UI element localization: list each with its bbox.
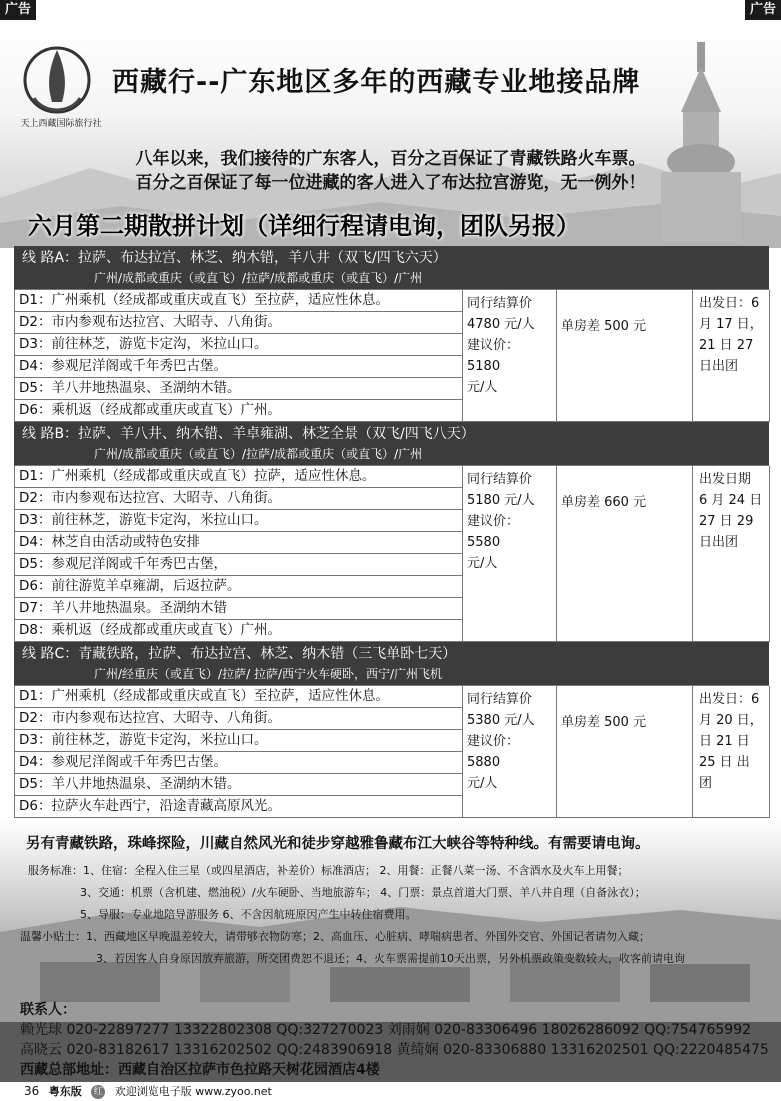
price-cell [463, 686, 557, 818]
day-item: D2：市内参观布达拉宫、大昭寺、八角街。 [15, 312, 462, 334]
departure-cell [693, 686, 770, 818]
departure-cell-line: 月 20 日， [699, 713, 763, 728]
service-notes [10, 860, 770, 970]
edition-label: 粤东版 [48, 1085, 82, 1098]
day-item: D6：乘机返（经成都或重庆或直飞）广州。 [15, 400, 462, 422]
day-item: D3：前往林芝，游览卡定沟，米拉山口。 [15, 334, 462, 356]
contact-row: 高晓云 020-83182617 13316202502 QQ:2483906918 黄绮娴 020-83306880 13316202501 QQ:2220485475 [20, 1042, 769, 1058]
day-item: D3：前往林芝，游览卡定沟，米拉山口。 [15, 510, 462, 532]
logo-name: 天上西藏国际旅行社 [20, 119, 102, 129]
price-cell-line: 同行结算价 [467, 692, 533, 707]
day-item: D1：广州乘机（经成都或重庆或直飞）至拉萨，适应性休息。 [15, 686, 462, 708]
route-transport: 广州/成都或重庆（或直飞）/拉萨/成都或重庆（或直飞）/广州 [94, 271, 423, 285]
price-cell-line: 元/人 [467, 776, 498, 791]
price-cell-line: 4780 元/人 [467, 317, 535, 332]
route-header [14, 246, 769, 289]
contacts-label: 联系人： [20, 1002, 76, 1018]
route-header [14, 642, 769, 685]
website-text: 欢迎浏览电子版 www.zyoo.net [114, 1085, 272, 1098]
price-cell-line: 元/人 [467, 380, 498, 395]
route-title: 线 路B：拉萨、羊八井、纳木错、羊卓雍湖、林芝全景（双飞/四飞八天） [22, 426, 475, 442]
route-transport: 广州/成都或重庆（或直飞）/拉萨/成都或重庆（或直飞）/广州 [94, 447, 423, 461]
company-logo [22, 42, 92, 122]
day-item: D4：林芝自由活动或特色安排 [15, 532, 462, 554]
day-item: D8：乘机返（经成都或重庆或直飞）广州。 [15, 620, 462, 642]
price-cell-line: 同行结算价 [467, 472, 533, 487]
day-item: D6：前往游览羊卓雍湖，后返拉萨。 [15, 576, 462, 598]
hero-banner [0, 20, 781, 248]
day-item: D7：羊八井地热温泉。圣湖纳木错 [15, 598, 462, 620]
note-line: 温馨小贴士：1、西藏地区早晚温差较大，请带够衣物防寒；2、高血压、心脏病、哮喘病患者、外国外交官、外国记者请勿入藏； [20, 930, 650, 943]
price-cell-line: 建议价：5880 [467, 734, 520, 770]
departure-cell-line: 6 月 24 日 [699, 493, 763, 508]
slogan-2: 百分之百保证了每一位进藏的客人进入了布达拉宫游览，无一例外！ [135, 173, 646, 193]
route-table [14, 465, 769, 642]
ad-tag-right: 广告 [745, 0, 781, 20]
contact-row: 赖光球 020-22897277 13322802308 QQ:327270023 刘雨娴 020-83306496 18026286092 QQ:754765992 [20, 1022, 752, 1038]
note-line: 3、交通：机票（含机建、燃油税）/火车硬卧、当地旅游车； 4、门票：景点首道大门票、羊八井自理（自备泳衣）； [80, 886, 646, 899]
price-cell [463, 290, 557, 422]
day-item: D4：参观尼洋阁或千年秀巴古堡。 [15, 752, 462, 774]
route-table [14, 289, 769, 422]
route-table [14, 685, 769, 818]
hq-address: 西藏总部地址：西藏自治区拉萨市色拉路天树花园酒店4楼 [20, 1062, 380, 1078]
route-title: 线 路A：拉萨、布达拉宫、林芝、纳木错，羊八井（双飞/四飞六天） [22, 250, 447, 266]
day-item: D1：广州乘机（经成都或重庆或直飞）拉萨，适应性休息。 [15, 466, 462, 488]
day-list [15, 686, 463, 818]
departure-cell-line: 月 17 日， [699, 317, 763, 332]
page-footer [0, 1082, 781, 1100]
day-item: D5：羊八井地热温泉、圣湖纳木错。 [15, 774, 462, 796]
ad-tag-left: 广告 [0, 0, 36, 20]
departure-cell-line: 27 日 29 [699, 514, 754, 529]
departure-cell-line: 出发日：6 [699, 296, 760, 311]
route-title: 线 路C：青藏铁路，拉萨、布达拉宫、林芝、纳木错（三飞单卧七天） [22, 646, 457, 662]
departure-cell [693, 466, 770, 642]
price-cell-line: 同行结算价 [467, 296, 533, 311]
departure-cell-line: 出发日：6 [699, 692, 760, 707]
route-transport: 广州/经重庆（或直飞）/拉萨/ 拉萨/西宁火车硬卧，西宁/广州飞机 [94, 667, 443, 681]
page-number: 36 [24, 1084, 40, 1098]
price-cell-line: 元/人 [467, 556, 498, 571]
day-item: D1：广州乘机（经成都或重庆或直飞）至拉萨，适应性休息。 [15, 290, 462, 312]
price-cell-line: 5180 元/人 [467, 493, 535, 508]
brand-icon: 红 [91, 1085, 105, 1099]
contacts [20, 1000, 780, 1080]
departure-cell-line: 日出团 [699, 359, 739, 374]
route-header [14, 422, 769, 465]
day-item: D3：前往林芝，游览卡定沟，米拉山口。 [15, 730, 462, 752]
day-item: D2：市内参观布达拉宫、大昭寺、八角街。 [15, 488, 462, 510]
price-cell-line: 建议价：5580 [467, 514, 520, 550]
itinerary-tables [14, 246, 769, 818]
slogan-1: 八年以来，我们接待的广东客人，百分之百保证了青藏铁路火车票。 [135, 149, 646, 169]
note-line: 3、若因客人自身原因放弃旅游，所交团费恕不退还；4、火车票需提前10天出票，另外机票政策变数较大，收客前请电询 [96, 952, 685, 965]
stupa-image [641, 42, 761, 242]
day-item: D6：拉萨火车赴西宁，沿途青藏高原风光。 [15, 796, 462, 818]
departure-cell-line: 团 [699, 776, 713, 791]
day-item: D4：参观尼洋阁或千年秀巴古堡。 [15, 356, 462, 378]
price-cell [463, 466, 557, 642]
extra-routes: 另有青藏铁路，珠峰探险，川藏自然风光和徒步穿越雅鲁藏布江大峡谷等特种线。有需要请电询。 [26, 836, 650, 852]
note-line: 服务标准：1、住宿：全程入住三星（或四星酒店，补差价）标准酒店； 2、用餐：正餐八菜一汤、不含酒水及火车上用餐； [28, 864, 629, 877]
note-line: 5、导服：专业地陪导游服务 6、不含因航班原因产生中转住宿费用。 [80, 908, 417, 921]
departure-cell-line: 日 21 日 [699, 734, 750, 749]
day-item: D5：羊八井地热温泉、圣湖纳木错。 [15, 378, 462, 400]
top-bar [0, 0, 781, 21]
room-diff-cell: 单房差 500 元 [557, 290, 693, 422]
price-cell-line: 5380 元/人 [467, 713, 535, 728]
room-diff-cell: 单房差 500 元 [557, 686, 693, 818]
departure-cell-line: 21 日 27 [699, 338, 754, 353]
plan-title: 六月第二期散拼计划（详细行程请电询，团队另报） [28, 212, 580, 240]
headline: 西藏行--广东地区多年的西藏专业地接品牌 [112, 67, 641, 98]
departure-cell [693, 290, 770, 422]
room-diff-cell: 单房差 660 元 [557, 466, 693, 642]
price-cell-line: 建议价：5180 [467, 338, 520, 374]
day-list [15, 290, 463, 422]
departure-cell-line: 日出团 [699, 535, 739, 550]
departure-cell-line: 出发日期 [699, 472, 752, 487]
day-item: D5：参观尼洋阁或千年秀巴古堡， [15, 554, 462, 576]
day-list [15, 466, 463, 642]
departure-cell-line: 25 日 出 [699, 755, 750, 770]
day-item: D2：市内参观布达拉宫、大昭寺、八角街。 [15, 708, 462, 730]
